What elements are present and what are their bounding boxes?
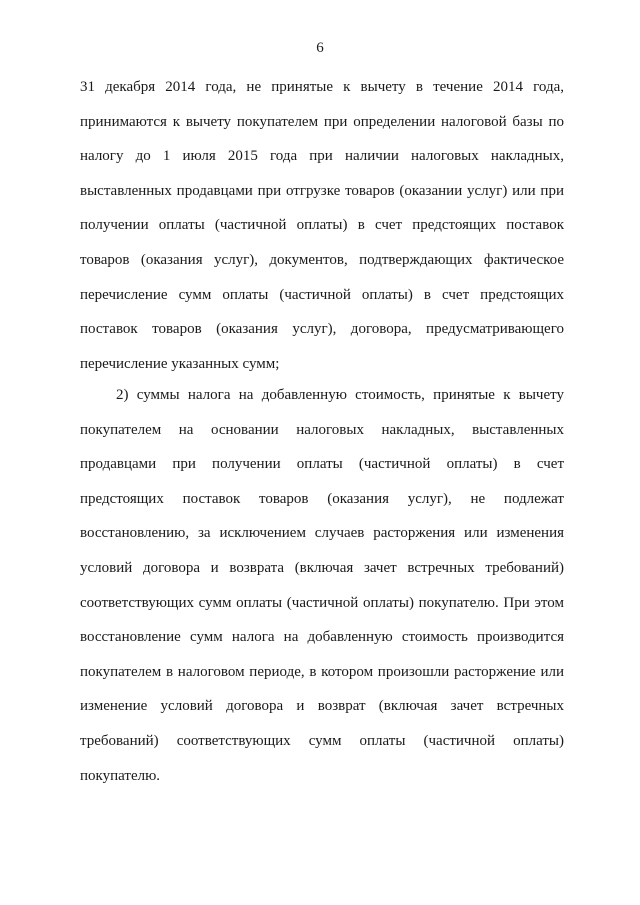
text-line: продавцами при получении оплаты (частичной оплаты) в счет (80, 456, 564, 473)
paragraph-continuation (80, 70, 564, 381)
text-line: изменение условий договора и возврат (включая зачет встречных (80, 698, 564, 715)
text-line: принимаются к вычету покупателем при определении налоговой базы по (80, 113, 564, 130)
text-line: налогу до 1 июля 2015 года при наличии налоговых накладных, (80, 148, 564, 165)
text-line: получении оплаты (частичной оплаты) в счет предстоящих поставок (80, 217, 564, 234)
text-line: перечисление сумм оплаты (частичной оплаты) в счет предстоящих (80, 286, 564, 303)
text-line: покупателем в налоговом периоде, в котором произошли расторжение или (80, 663, 564, 680)
text-line: товаров (оказания услуг), документов, подтверждающих фактическое (80, 251, 564, 268)
text-line: восстановление сумм налога на добавленную стоимость производится (80, 629, 564, 646)
text-line: перечисление указанных сумм; (80, 355, 280, 372)
text-line: восстановлению, за исключением случаев расторжения или изменения (80, 525, 564, 542)
text-line: условий договора и возврата (включая зачет встречных требований) (80, 559, 564, 576)
text-line: поставок товаров (оказания услуг), договора, предусматривающего (80, 321, 564, 338)
page-number: 6 (316, 40, 324, 56)
text-line: требований) соответствующих сумм оплаты (частичной оплаты) (80, 732, 564, 749)
text-line: выставленных продавцами при отгрузке товаров (оказании услуг) или при (80, 182, 564, 199)
text-line: соответствующих сумм оплаты (частичной оплаты) покупателю. При этом (80, 594, 564, 611)
text-line: покупателем на основании налоговых накладных, выставленных (80, 421, 564, 438)
text-line: предстоящих поставок товаров (оказания услуг), не подлежат (80, 490, 564, 507)
text-line: покупателю. (80, 767, 161, 784)
paragraph-item-2 (80, 378, 564, 793)
text-line: 31 декабря 2014 года, не принятые к вычету в течение 2014 года, (80, 79, 564, 95)
text-line: 2) суммы налога на добавленную стоимость, принятые к вычету (116, 387, 564, 403)
